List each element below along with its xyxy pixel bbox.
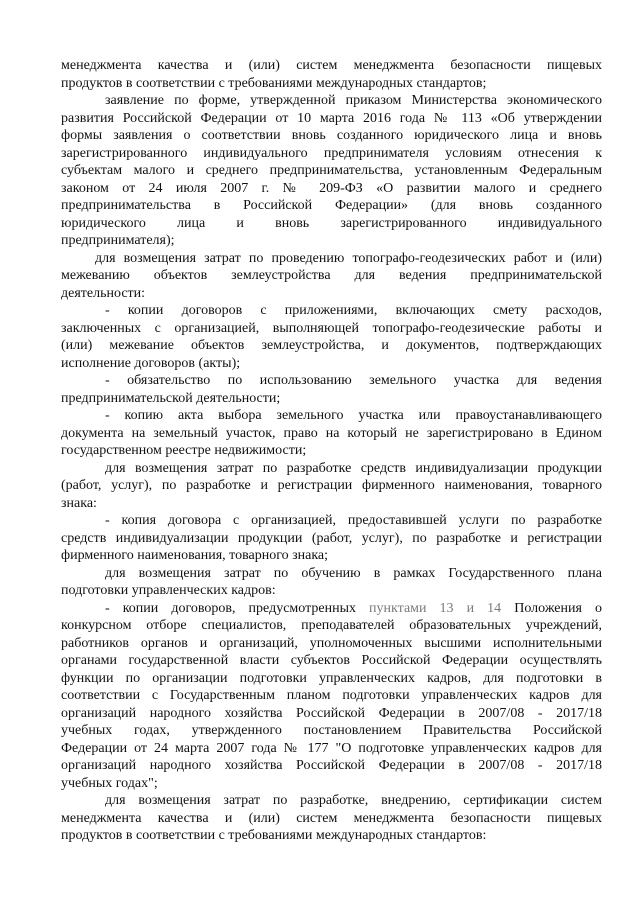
text-segment: Положения о <box>514 600 602 616</box>
text-line: организаций народного хозяйства Российской Федерации в 2007/08 - 2017/18 <box>61 705 602 721</box>
text-line: соответствии с Государственным планом подготовки управленческих кадров для <box>61 688 602 703</box>
text-line: государственном реестре недвижимости; <box>61 443 307 458</box>
text-line: подготовки управленческих кадров: <box>61 583 276 598</box>
text-line: учебных годах, утвержденного постановлением Правительства Российской <box>61 723 602 738</box>
text-line: формы заявления о соответствии вновь созданного юридического лица и вновь <box>61 128 602 143</box>
text-line: - обязательство по использованию земельного участка для ведения <box>105 373 602 388</box>
text-line: для возмещения затрат по разработке, внедрению, сертификации систем <box>105 793 602 808</box>
text-line: деятельности: <box>61 285 146 301</box>
text-line: предпринимательства в Российской Федерации» (для вновь созданного <box>61 198 602 213</box>
text-line: заявление по форме, утвержденной приказом Министерства экономического <box>105 93 602 108</box>
text-line: субъектам малого и среднего предпринимательства, установленным Федеральным <box>61 163 602 178</box>
text-line: фирменного наименования, товарного знака; <box>61 548 329 563</box>
text-line: продуктов в соответствии с требованиями международных стандартов: <box>61 828 487 843</box>
text-segment: - копии договоров, предусмотренных <box>105 600 356 616</box>
text-line: документа на земельный участок, право на который не зарегистрировано в Едином <box>61 425 602 441</box>
document-page <box>61 57 602 845</box>
text-line: развития Российской Федерации от 10 марта 2016 года № 113 «Об утверждении <box>61 110 602 126</box>
reference-link[interactable]: пунктами 13 и 14 <box>369 600 502 616</box>
text-line: для возмещения затрат по обучению в рамках Государственного плана <box>105 565 602 581</box>
text-line: для возмещения затрат по разработке средств индивидуализации продукции <box>105 460 602 476</box>
text-line: для возмещения затрат по проведению топографо-геодезических работ и (или) <box>95 250 602 266</box>
text-line: (работ, услуг), по разработке и регистрации фирменного наименования, товарного <box>61 478 602 493</box>
text-line-with-reference <box>61 600 602 618</box>
text-line: функции по организации подготовки управленческих кадров, для подготовки в <box>61 670 602 686</box>
text-line: менеджмента качества и (или) систем менеджмента безопасности пищевых <box>61 810 602 826</box>
text-line: средств индивидуализации продукции (работ, услуг), по разработке и регистрации <box>61 530 602 546</box>
text-line: организаций народного хозяйства Российской Федерации в 2007/08 - 2017/18 <box>61 758 602 773</box>
text-line: предпринимательской деятельности; <box>61 390 281 406</box>
text-line: менеджмента качества и (или) систем менеджмента безопасности пищевых <box>61 58 602 73</box>
text-line: - копия договора с организацией, предоставившей услуги по разработке <box>105 513 602 528</box>
text-line: - копию акта выбора земельного участка или правоустанавливающего <box>105 408 602 423</box>
text-line: зарегистрированного индивидуального предпринимателя условиям отнесения к <box>61 145 602 161</box>
text-line: межеванию объектов землеустройства для ведения предпринимательской <box>61 268 602 283</box>
text-line: законом от 24 июля 2007 г. № 209-ФЗ «О развитии малого и среднего <box>61 180 602 196</box>
text-line: юридического лица и вновь зарегистрированного индивидуального <box>61 215 602 231</box>
text-line: работников органов и организаций, уполномоченных высшими исполнительными <box>61 635 602 651</box>
text-line: Федерации от 24 марта 2007 года № 177 "О подготовке управленческих кадров для <box>61 740 602 756</box>
text-line: конкурсном отборе специалистов, преподавателей образовательных учреждений, <box>61 618 602 633</box>
text-line: органами государственной власти субъектов Российской Федерации осуществлять <box>61 653 602 668</box>
text-line: предпринимателя); <box>61 233 175 248</box>
text-line: исполнение договоров (акты); <box>61 355 241 371</box>
text-line: (или) межевание объектов землеустройства, и документов, подтверждающих <box>61 338 602 353</box>
text-line: - копии договоров с приложениями, включающих смету расходов, <box>105 303 602 318</box>
text-line: учебных годах"; <box>61 775 158 791</box>
text-line: заключенных с организацией, выполняющей топографо-геодезические работы и <box>61 320 602 336</box>
text-line: знака: <box>61 495 97 511</box>
text-line: продуктов в соответствии с требованиями международных стандартов; <box>61 75 487 91</box>
